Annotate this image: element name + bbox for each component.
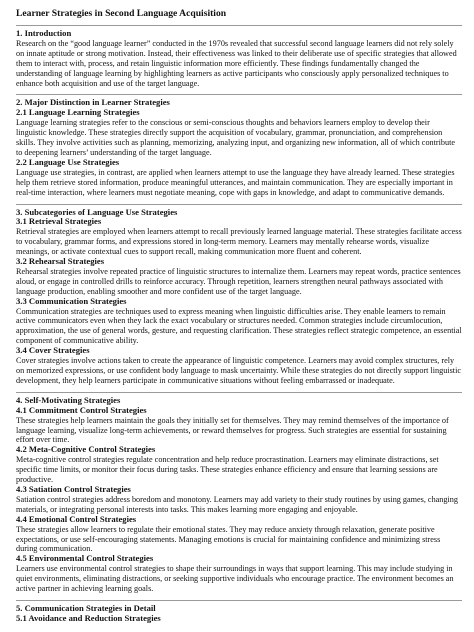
subsection-paragraph: These strategies allow learners to regulate their emotional states. They may reduce anxiety through relaxation, generate positive expectations, or use self-encouraging statements. Managing emotions is crucial for maintaining confidence and minimizing stress during communication. <box>16 524 441 554</box>
subsection-paragraph: Satiation control strategies address boredom and monotony. Learners may add variety to their study routines by using games, changing materials, or integrating personal interests into tasks. This makes learning more engaging and enjoyable. <box>16 494 458 514</box>
section <box>16 604 462 624</box>
section-heading: 1. Introduction <box>16 28 72 38</box>
section <box>16 208 462 386</box>
section-divider <box>16 94 462 95</box>
section-heading: 4. Self-Motivating Strategies <box>16 394 121 405</box>
section <box>16 29 462 88</box>
subsection-heading: 2.1 Language Learning Strategies <box>16 107 140 118</box>
subsection-heading: 5.1 Avoidance and Reduction Strategies <box>16 612 161 623</box>
section <box>16 98 462 197</box>
subsection-heading: 3.3 Communication Strategies <box>16 295 127 306</box>
subsection-paragraph: These strategies help learners maintain the goals they initially set for themselves. They may remind themselves of the importance of language learning, visualize long-term achievements, or reward themselves for progress. Such strategies are essential for sustaining effort over time. <box>16 415 449 445</box>
subsection-heading: 3.2 Rehearsal Strategies <box>16 256 105 267</box>
section-divider <box>16 392 462 393</box>
section-heading: 5. Communication Strategies in Detail <box>16 602 156 613</box>
document-title: Learner Strategies in Second Language Acquisition <box>16 8 227 19</box>
subsection-paragraph: Communication strategies are techniques used to express meaning when linguistic difficulties arise. They enable learners to remain active communicators even when they lack the exact vocabulary or structures needed. Common strategies include circumlocution, approximation, the use of general words, gesture, and requesting clarification. These strategies reflect strategic competence, an essential component of communicative ability. <box>16 306 462 346</box>
section-paragraph: Research on the “good language learner” conducted in the 1970s revealed that successful second language learners did not rely solely on innate aptitude or strong motivation. Instead, their effectiveness was linked to their deliberate use of specific strategies that allowed them to interact with, process, and retain linguistic information more efficiently. These findings fundamentally changed the understanding of language learning by highlighting learners as active participants who consciously apply personalized techniques to enhance both acquisition and use of the target language. <box>16 38 457 88</box>
section-divider <box>16 204 462 205</box>
subsection-heading: 3.4 Cover Strategies <box>16 345 90 356</box>
subsection-heading: 4.1 Commitment Control Strategies <box>16 404 147 415</box>
section-divider <box>16 600 462 601</box>
subsection-heading: 2.2 Language Use Strategies <box>16 156 120 167</box>
subsection-heading: 4.5 Environmental Control Strategies <box>16 553 154 564</box>
subsection-heading: 4.3 Satiation Control Strategies <box>16 483 131 494</box>
subsection-paragraph: Rehearsal strategies involve repeated practice of linguistic structures to internalize them. Learners may repeat words, practice sentences aloud, or engage in controlled drills to reinforce accuracy. Through repetition, learners strengthen neural pathways associated with language production, enabling smoother and more confident use of the target language. <box>16 266 461 296</box>
subsection-paragraph: Retrieval strategies are employed when learners attempt to recall previously learned language material. These strategies facilitate access to vocabulary, grammar forms, and expressions stored in long-term memory. Learners may mentally rehearse words, visualize meanings, or activate contextual cues to support recall, making communication more fluent and coherent. <box>16 227 462 257</box>
subsection-heading: 4.2 Meta-Cognitive Control Strategies <box>16 444 156 455</box>
section <box>16 396 462 594</box>
document-body <box>16 25 462 624</box>
subsection-heading: 3.1 Retrieval Strategies <box>16 216 102 227</box>
subsection-paragraph: Learners use environmental control strategies to shape their surroundings in ways that support learning. This may include studying in quiet environments, eliminating distractions, or seeking supportive individuals who encourage practice. The environment becomes an active partner in achieving learning goals. <box>16 564 454 594</box>
subsection-paragraph: Language learning strategies refer to the conscious or semi-conscious thoughts and behaviors learners employ to develop their linguistic knowledge. These strategies directly support the acquisition of vocabulary, grammar, pronunciation, and comprehension skills. They involve activities such as planning, memorizing, analyzing input, and organizing new information, all of which contribute to deepening learners’ understanding of the target language. <box>16 118 455 157</box>
subsection-paragraph: Cover strategies involve actions taken to create the appearance of linguistic competence. Learners may avoid complex structures, rely on memorized expressions, or use confident body language to mask uncertainty. While these strategies do not directly support linguistic development, they help learners participate in communicative situations without feeling embarrassed or inadequate. <box>16 356 461 385</box>
section-divider <box>16 25 462 26</box>
subsection-paragraph: Meta-cognitive control strategies regulate concentration and help reduce procrastination. Learners may eliminate distractions, set specific time limits, or monitor their focus during tasks. These strategies enhance efficiency and ensure that learning sessions are productive. <box>16 455 439 485</box>
section-heading: 2. Major Distinction in Learner Strategies <box>16 97 170 108</box>
subsection-paragraph: Language use strategies, in contrast, are applied when learners attempt to use the language they have already learned. These strategies help them retrieve stored information, produce meaningful utterances, and maintain communication. They are especially important in real-time interaction, where learners must negotiate meaning, cope with gaps in knowledge, and adapt to communicative demands. <box>16 167 455 197</box>
subsection-heading: 4.4 Emotional Control Strategies <box>16 513 137 524</box>
section-heading: 3. Subcategories of Language Use Strategies <box>16 206 178 217</box>
